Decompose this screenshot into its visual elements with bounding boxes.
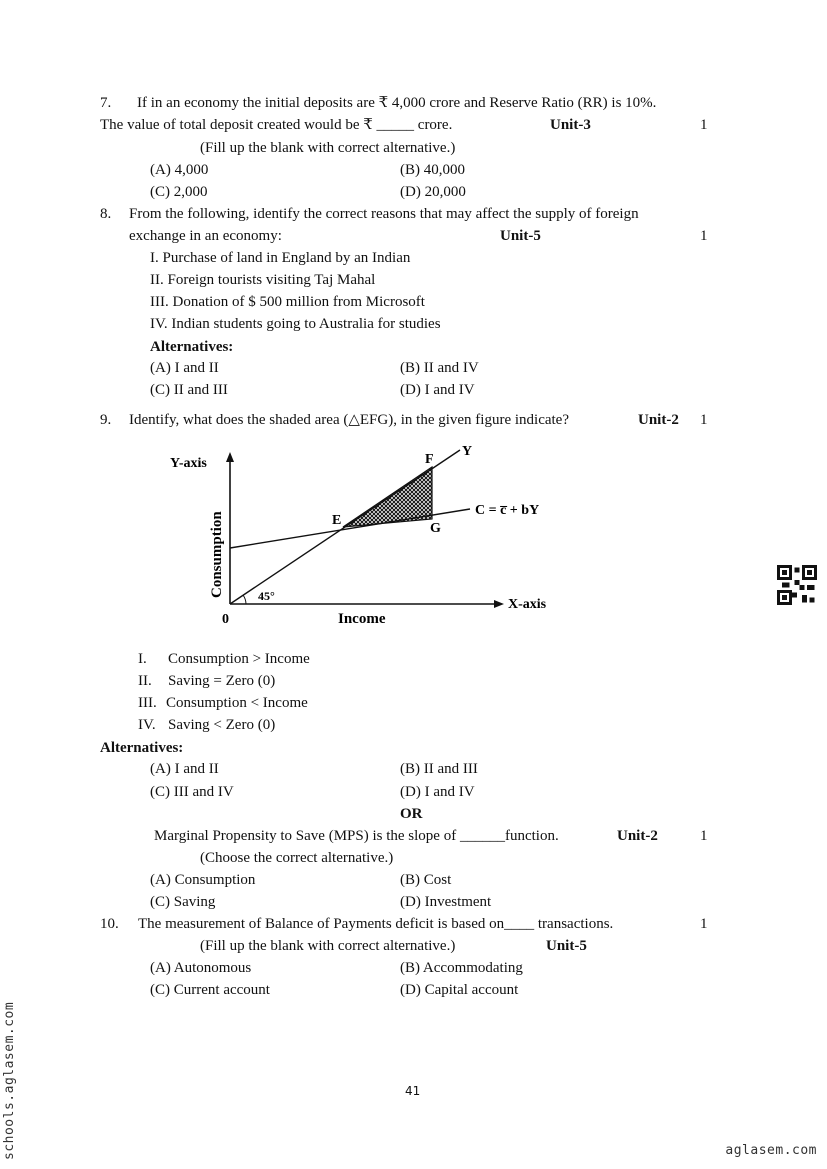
q10-number: 10. (100, 916, 119, 932)
figure-function-label: C = c̅ + bY (475, 503, 540, 518)
q10-marks: 1 (700, 916, 708, 932)
q7-line1: If in an economy the initial deposits are ₹ 4,000 crore and Reserve Ratio (RR) is 10%. (137, 95, 657, 111)
q9-option-b: (B) II and III (400, 761, 478, 777)
q10-option-b: (B) Accommodating (400, 960, 523, 976)
q7-option-b: (B) 40,000 (400, 162, 465, 178)
q9-alternatives-label: Alternatives: (100, 740, 184, 756)
q8-option-a: (A) I and II (150, 360, 219, 376)
figure-point-g: G (430, 521, 441, 536)
q9-alt-instruction: (Choose the correct alternative.) (200, 850, 394, 866)
q7-number: 7. (100, 95, 112, 111)
q9-option-d: (D) I and IV (400, 784, 475, 800)
figure-angle-label: 45° (258, 589, 275, 603)
q9-text (129, 411, 569, 429)
q8-statement-2: II. Foreign tourists visiting Taj Mahal (150, 272, 376, 288)
q9-text-end: ), in the given figure indicate? (388, 412, 569, 428)
q7-marks: 1 (700, 117, 708, 133)
q7-instruction: (Fill up the blank with correct alternative.) (200, 140, 456, 156)
q7-option-d: (D) 20,000 (400, 184, 466, 200)
q7-unit: Unit-3 (550, 117, 591, 133)
figure-y-axis-arrow (226, 452, 234, 462)
qr-code-icon (777, 565, 817, 605)
q10-option-a: (A) Autonomous (150, 960, 252, 976)
q9-alt-question: Marginal Propensity to Save (MPS) is the slope of ______function. (154, 828, 559, 844)
q9-or-label: OR (400, 806, 423, 822)
q8-line2: exchange in an economy: (129, 228, 282, 244)
q9-statement-2-text: Saving = Zero (0) (168, 673, 276, 689)
q8-marks: 1 (700, 228, 708, 244)
figure-x-axis-arrow (494, 600, 504, 608)
figure-angle-arc (243, 595, 246, 604)
q9-statement-3-num: III. (138, 695, 157, 711)
q10-option-d: (D) Capital account (400, 982, 519, 998)
figure-x-axis-label: X-axis (508, 597, 547, 612)
q7-option-a: (A) 4,000 (150, 162, 209, 178)
q9-unit: Unit-2 (638, 412, 679, 428)
q9-text-start: Identify, what does the shaded area ( (129, 412, 349, 428)
consumption-income-figure (160, 440, 590, 630)
q8-statement-4: IV. Indian students going to Australia for studies (150, 316, 441, 332)
figure-45-degree-line (230, 450, 460, 604)
q9-statement-2-num: II. (138, 673, 152, 689)
figure-line-y-label: Y (462, 444, 473, 459)
q9-statement-4-text: Saving < Zero (0) (168, 717, 276, 733)
q8-option-c: (C) II and III (150, 382, 228, 398)
q9-alt-option-c: (C) Saving (150, 894, 216, 910)
q9-alt-option-b: (B) Cost (400, 872, 452, 888)
figure-y-title: Consumption (209, 511, 225, 598)
q9-option-c: (C) III and IV (150, 784, 234, 800)
page-number: 41 (405, 1084, 421, 1098)
q8-statement-3: III. Donation of $ 500 million from Microsoft (150, 294, 425, 310)
q9-number: 9. (100, 412, 112, 428)
q9-statement-3-text: Consumption < Income (166, 695, 308, 711)
q9-statement-4-num: IV. (138, 717, 156, 733)
q8-alternatives-label: Alternatives: (150, 339, 234, 355)
q8-statement-1: I. Purchase of land in England by an Indian (150, 250, 411, 266)
q9-option-a: (A) I and II (150, 761, 219, 777)
q9-alt-option-d: (D) Investment (400, 894, 492, 910)
figure-origin-label: 0 (222, 612, 229, 627)
q8-line1: From the following, identify the correct reasons that may affect the supply of foreign (129, 206, 639, 222)
figure-point-e: E (332, 513, 342, 528)
q10-line1: The measurement of Balance of Payments deficit is based on____ transactions. (138, 916, 614, 932)
watermark-side: schools.aglasem.com (2, 1001, 17, 1160)
q8-unit: Unit-5 (500, 228, 541, 244)
q9-statement-1-text: Consumption > Income (168, 651, 310, 667)
q9-alt-marks: 1 (700, 828, 708, 844)
q9-alt-option-a: (A) Consumption (150, 872, 256, 888)
q10-unit: Unit-5 (546, 938, 587, 954)
q9-triangle: △EFG (348, 412, 389, 428)
watermark-bottom: aglasem.com (725, 1143, 817, 1158)
q9-marks: 1 (700, 412, 708, 428)
figure-x-title: Income (338, 611, 386, 627)
q9-alt-unit: Unit-2 (617, 828, 658, 844)
figure-y-axis-label: Y-axis (170, 456, 207, 471)
q8-number: 8. (100, 206, 112, 222)
q7-option-c: (C) 2,000 (150, 184, 208, 200)
q10-instruction: (Fill up the blank with correct alternative.) (200, 938, 456, 954)
q9-statement-1-num: I. (138, 651, 147, 667)
q7-line2: The value of total deposit created would be ₹ _____ crore. (100, 117, 453, 133)
figure-point-f: F (425, 452, 434, 467)
q8-option-d: (D) I and IV (400, 382, 475, 398)
q8-option-b: (B) II and IV (400, 360, 479, 376)
q10-option-c: (C) Current account (150, 982, 270, 998)
